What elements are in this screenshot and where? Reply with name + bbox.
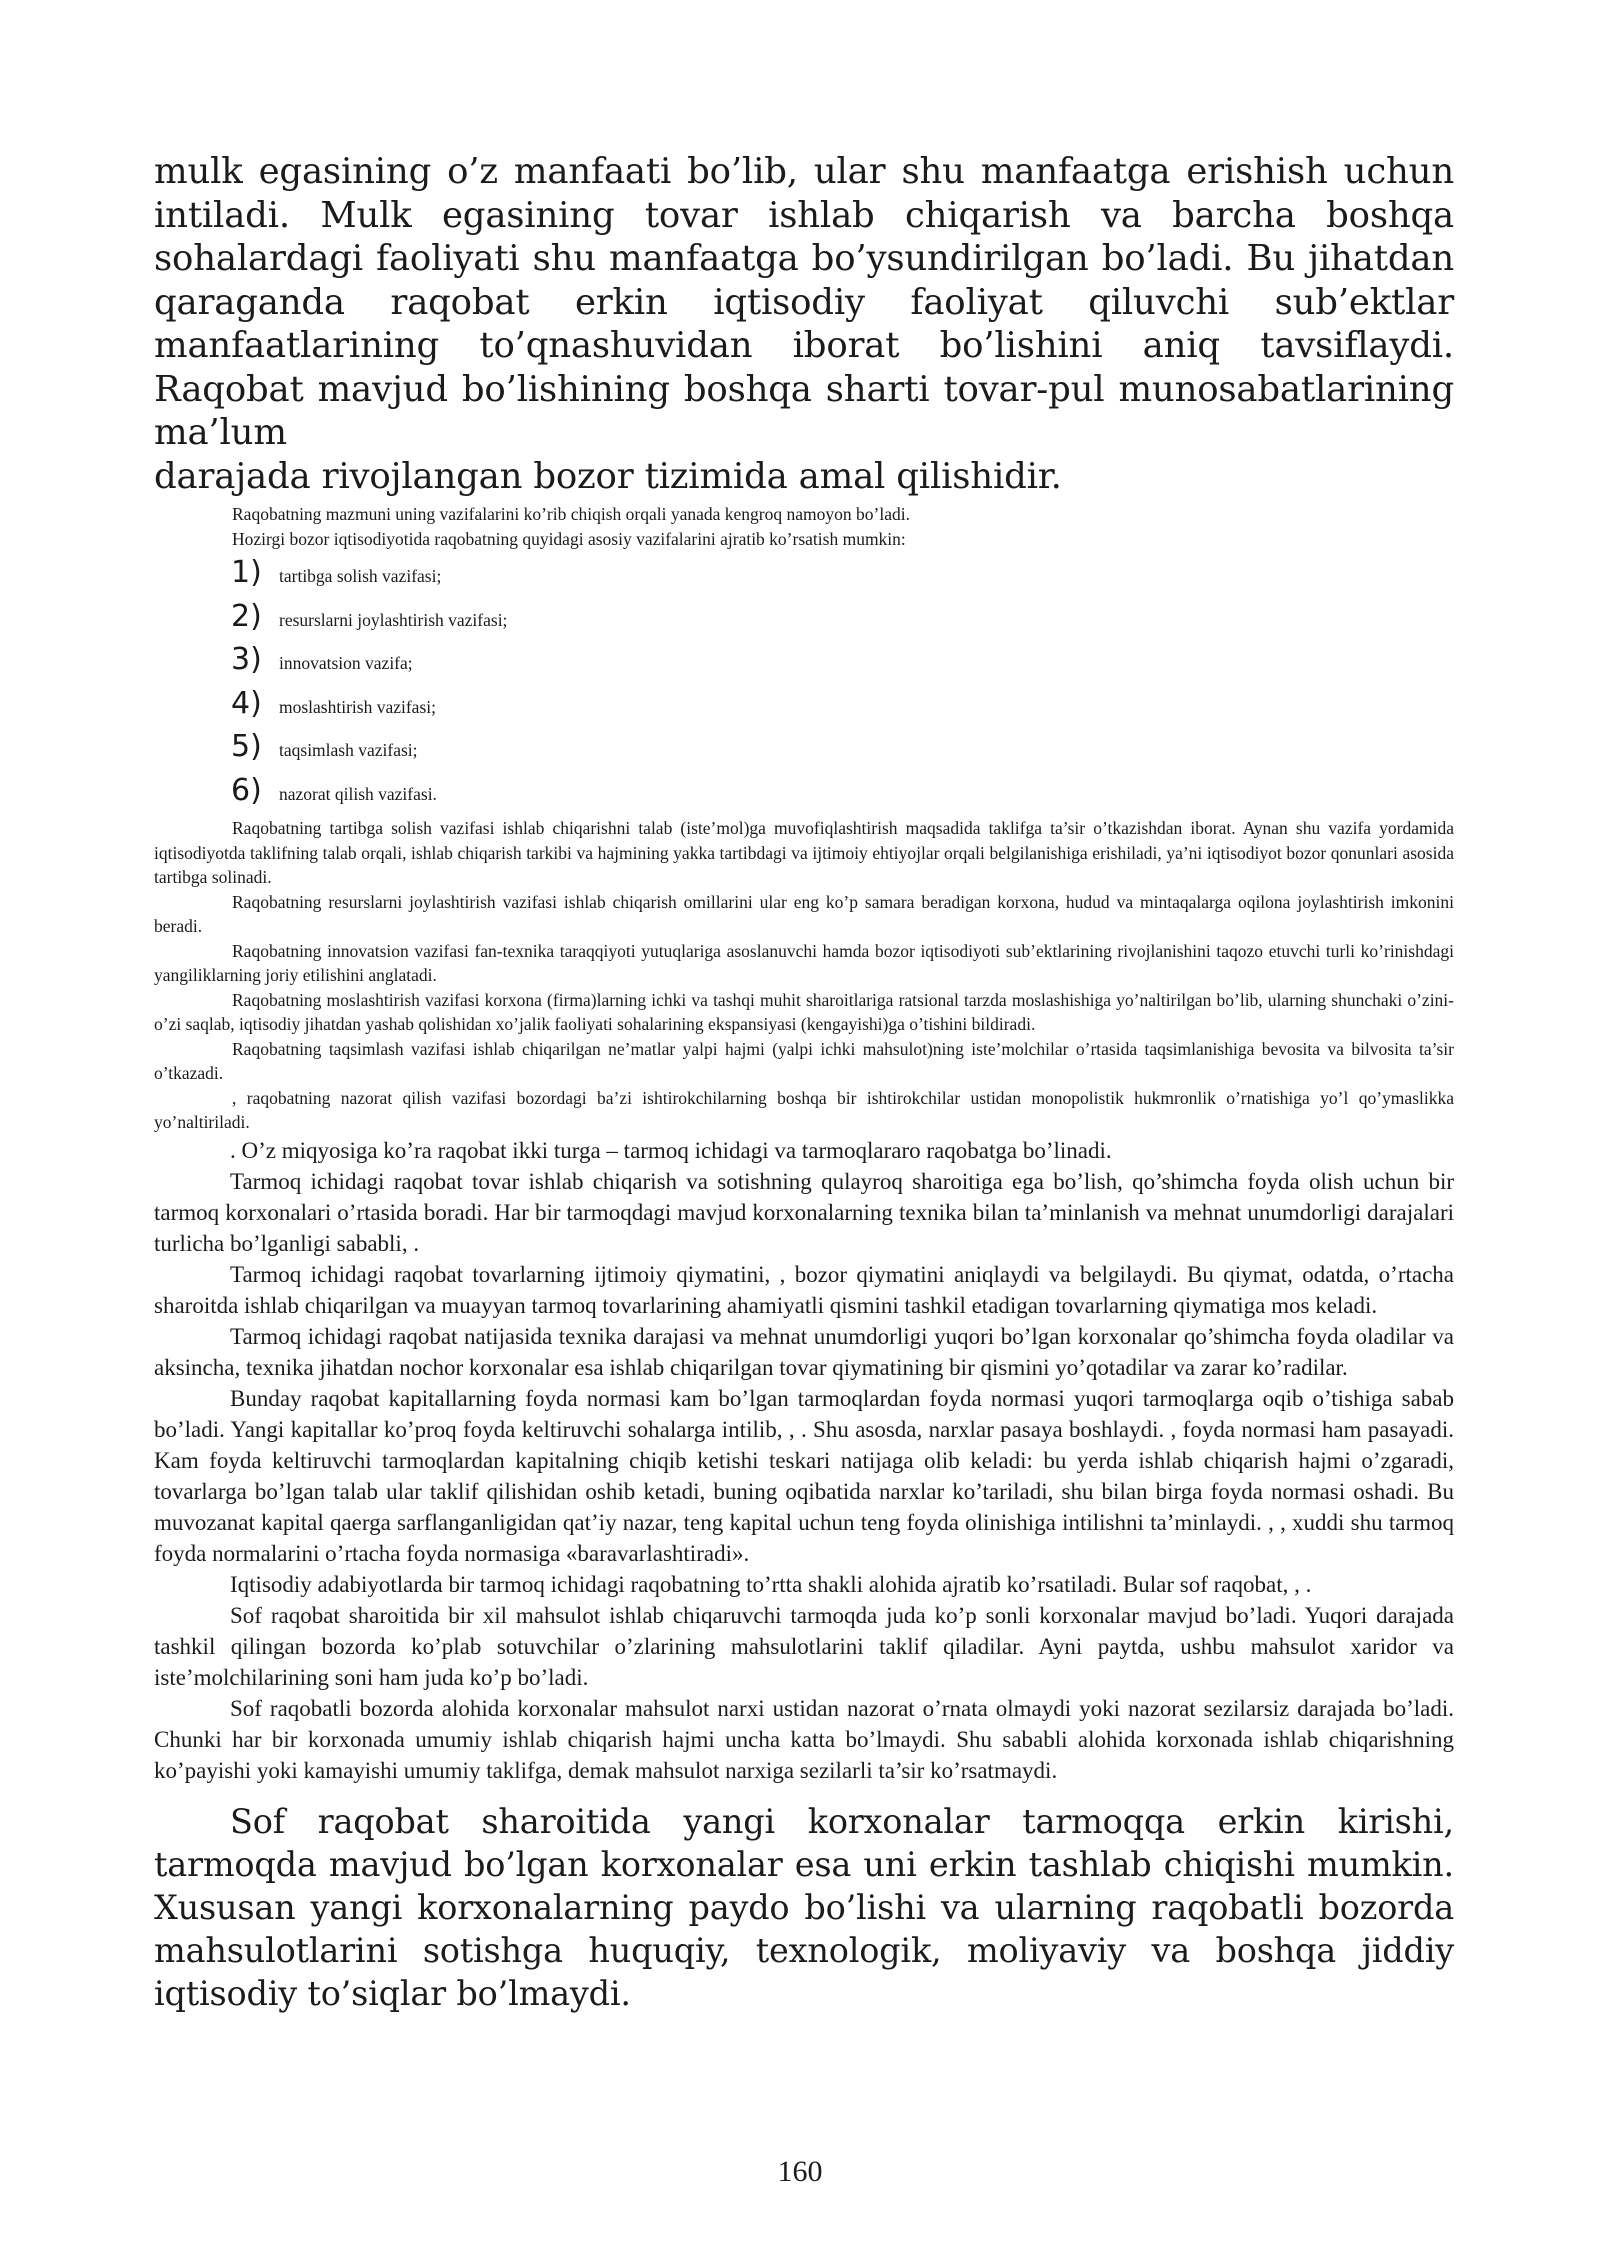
body-paragraph: . O’z miqyosiga ko’ra raqobat ikki turga – tarmoq ichidagi va tarmoqlararo raqobatga bo’linadi.	[230, 1137, 1112, 1163]
document-page	[154, 150, 1454, 2015]
body-paragraph: Tarmoq ichidagi raqobat tovar ishlab chiqarish va sotishning qulayroq sharoitiga ega bo’lish, qo’shimcha foyda olish uchun bir tarmoq korxonalari o’rtasida boradi. Har bir tarmoqdagi mavjud korxonalarning texnika bilan ta’minlanish va mehnat unumdorligi darajalari turlicha bo’lganligi sababli, .	[154, 1168, 1454, 1256]
small-intro-line: Hozirgi bozor iqtisodiyotida raqobatning quyidagi asosiy vazifalarini ajratib ko’rsatish mumkin:	[232, 528, 906, 549]
list-number: 2)	[231, 598, 262, 634]
list-item	[154, 642, 1454, 686]
list-number: 6)	[231, 772, 262, 808]
list-number: 1)	[231, 555, 262, 590]
body-paragraph: Sof raqobatli bozorda alohida korxonalar mahsulot narxi ustidan nazorat o’rnata olmaydi yoki nazorat sezilarsiz darajada bo’ladi. Chunki har bir korxonada umumiy ishlab chiqarish hajmi uncha katta bo’lmaydi. Shu sababli alohida korxonada ishlab chiqarishning ko’payishi yoki kamayishi umumiy taklifga, demak mahsulot narxiga sezilarli ta’sir ko’rsatmaydi.	[154, 1695, 1454, 1783]
list-text: nazorat qilish vazifasi.	[279, 783, 437, 804]
intro-paragraph-last-line: darajada rivojlangan bozor tizimida amal qilishidir.	[154, 455, 1062, 497]
body-paragraph: Raqobatning resurslarni joylashtirish vazifasi ishlab chiqarish omillarini ular eng ko’p samara beradigan korxona, hudud va mintaqalarga oqilona joylashtirish imkonini beradi.	[154, 891, 1454, 936]
list-text: taqsimlash vazifasi;	[279, 740, 418, 760]
list-text: tartibga solish vazifasi;	[279, 566, 442, 586]
body-paragraph: Sof raqobat sharoitida bir xil mahsulot ishlab chiqaruvchi tarmoqda juda ko’p sonli korxonalar mavjud bo’ladi. Yuqori darajada tashkil qilingan bozorda ko’plab sotuvchilar o’zlarining mahsulotlarini taklif qiladilar. Ayni paytda, ushbu mahsulot xaridor va iste’molchilarining soni ham juda ko’p bo’ladi.	[154, 1602, 1454, 1690]
body-paragraph: Tarmoq ichidagi raqobat tovarlarning ijtimoiy qiymatini, , bozor qiymatini aniqlaydi va belgilaydi. Bu qiymat, odatda, o’rtacha sharoitda ishlab chiqarilgan va muayyan tarmoq tovarlarining ahamiyatli qismini tashkil etadigan tovarlarning qiymatiga mos keladi.	[154, 1261, 1454, 1318]
list-text: innovatsion vazifa;	[279, 653, 413, 673]
body-paragraph: Iqtisodiy adabiyotlarda bir tarmoq ichidagi raqobatning to’rtta shakli alohida ajratib ko’rsatiladi. Bular sof raqobat, , .	[230, 1571, 1312, 1597]
list-number: 4)	[231, 685, 262, 721]
intro-paragraph: mulk egasining o’z manfaati bo’lib, ular shu manfaatga erishish uchun intiladi. Mulk egasining tovar ishlab chiqarish va barcha boshqa sohalardagi faoliyati shu manfaatga bo’ysundirilgan bo’ladi. Bu jihatdan qaraganda raqobat erkin iqtisodiy faoliyat qiluvchi sub’ektlar manfaatlarining to’qnashuvidan iborat bo’lishini aniq tavsiflaydi. Raqobat mavjud bo’lishining boshqa sharti tovar-pul munosabatlarining ma’lum	[154, 151, 1454, 453]
body-paragraph: Tarmoq ichidagi raqobat natijasida texnika darajasi va mehnat unumdorligi yuqori bo’lgan korxonalar qo’shimcha foyda oladilar va aksincha, texnika jihatdan nochor korxonalar esa ishlab chiqarilgan tovar qiymatining bir qismini yo’qotadilar va zarar ko’radilar.	[154, 1323, 1454, 1380]
list-number: 5)	[231, 729, 262, 764]
list-text: moslashtirish vazifasi;	[279, 696, 436, 717]
final-paragraph: Sof raqobat sharoitida yangi korxonalar tarmoqqa erkin kirishi, tarmoqda mavjud bo’lgan korxonalar esa uni erkin tashlab chiqishi mumkin. Xususan yangi korxonalarning paydo bo’lishi va ularning raqobatli bozorda mahsulotlarini sotishga huquqiy, texnologik, moliyaviy va boshqa jiddiy iqtisodiy to’siqlar bo’lmaydi.	[154, 1801, 1454, 2013]
list-item	[154, 686, 1454, 730]
body-paragraph: Bunday raqobat kapitallarning foyda normasi kam bo’lgan tarmoqlardan foyda normasi yuqori tarmoqlarga oqib o’tishiga sabab bo’ladi. Yangi kapitallar ko’proq foyda keltiruvchi sohalarga intilib, , . Shu asosda, narxlar pasaya boshlaydi. , foyda normasi ham pasayadi. Kam foyda keltiruvchi tarmoqlardan kapitalning chiqib ketishi teskari natijaga olib keladi: bu yerda ishlab chiqarish hajmi o’zgaradi, tovarlarga bo’lgan talab ular taklif qilishidan oshib ketadi, buning oqibatida narxlar ko’tariladi, shu bilan birga foyda normasi oshadi. Bu muvozanat kapital qaerga sarflanganligidan qat’iy nazar, teng kapital uchun teng foyda olinishiga intilishni ta’minlaydi. , , xuddi shu tarmoq foyda normalarini o’rtacha foyda normasiga «baravarlashtiradi».	[154, 1385, 1454, 1566]
list-item	[154, 773, 1454, 817]
list-item	[154, 599, 1454, 643]
body-paragraph: Raqobatning tartibga solish vazifasi ishlab chiqarishni talab (iste’mol)ga muvofiqlashtirish maqsadida taklifga ta’sir o’tkazishdan iborat. Aynan shu vazifa yordamida iqtisodiyotda taklifning talab orqali, ishlab chiqarish tarkibi va hajmining yakka tartibdagi va ijtimoiy ehtiyojlar orqali belgilanishiga erishiladi, ya’ni iqtisodiyot bozor qonunlari asosida tartibga solinadi.	[154, 818, 1454, 887]
body-paragraph: Raqobatning taqsimlash vazifasi ishlab chiqarilgan ne’matlar yalpi hajmi (yalpi ichki mahsulot)ning iste’molchilar o’rtasida taqsimlanishiga bevosita va bilvosita ta’sir o’tkazadi.	[154, 1038, 1454, 1083]
page-number: 160	[777, 2155, 823, 2188]
list-number: 3)	[231, 642, 262, 677]
small-intro-line: Raqobatning mazmuni uning vazifalarini ko’rib chiqish orqali yanada kengroq namoyon bo’ladi.	[232, 504, 910, 524]
body-paragraph: , raqobatning nazorat qilish vazifasi bozordagi ba’zi ishtirokchilarning boshqa bir ishtirokchilar ustidan monopolistik hukmronlik o’rnatishiga yo’l qo’ymaslikka yo’naltiriladi.	[154, 1087, 1454, 1132]
list-item	[154, 555, 1454, 599]
body-paragraph: Raqobatning moslashtirish vazifasi korxona (firma)larning ichki va tashqi muhit sharoitlariga ratsional tarzda moslashishiga yo’naltirilgan bo’lib, ularning shunchaki o’zini-o’zi saqlab, iqtisodiy jihatdan yashab qolishidan xo’jalik faoliyati sohalarining ekspansiyasi (kengayishi)ga o’tishini bildiradi.	[154, 989, 1454, 1034]
list-text: resurslarni joylashtirish vazifasi;	[279, 609, 508, 630]
functions-list	[154, 555, 1454, 816]
list-item	[154, 729, 1454, 773]
body-paragraph: Raqobatning innovatsion vazifasi fan-texnika taraqqiyoti yutuqlariga asoslanuvchi hamda bozor iqtisodiyoti sub’ektlarining rivojlanishini taqozo etuvchi turli ko’rinishdagi yangiliklarning joriy etilishini anglatadi.	[154, 940, 1454, 985]
